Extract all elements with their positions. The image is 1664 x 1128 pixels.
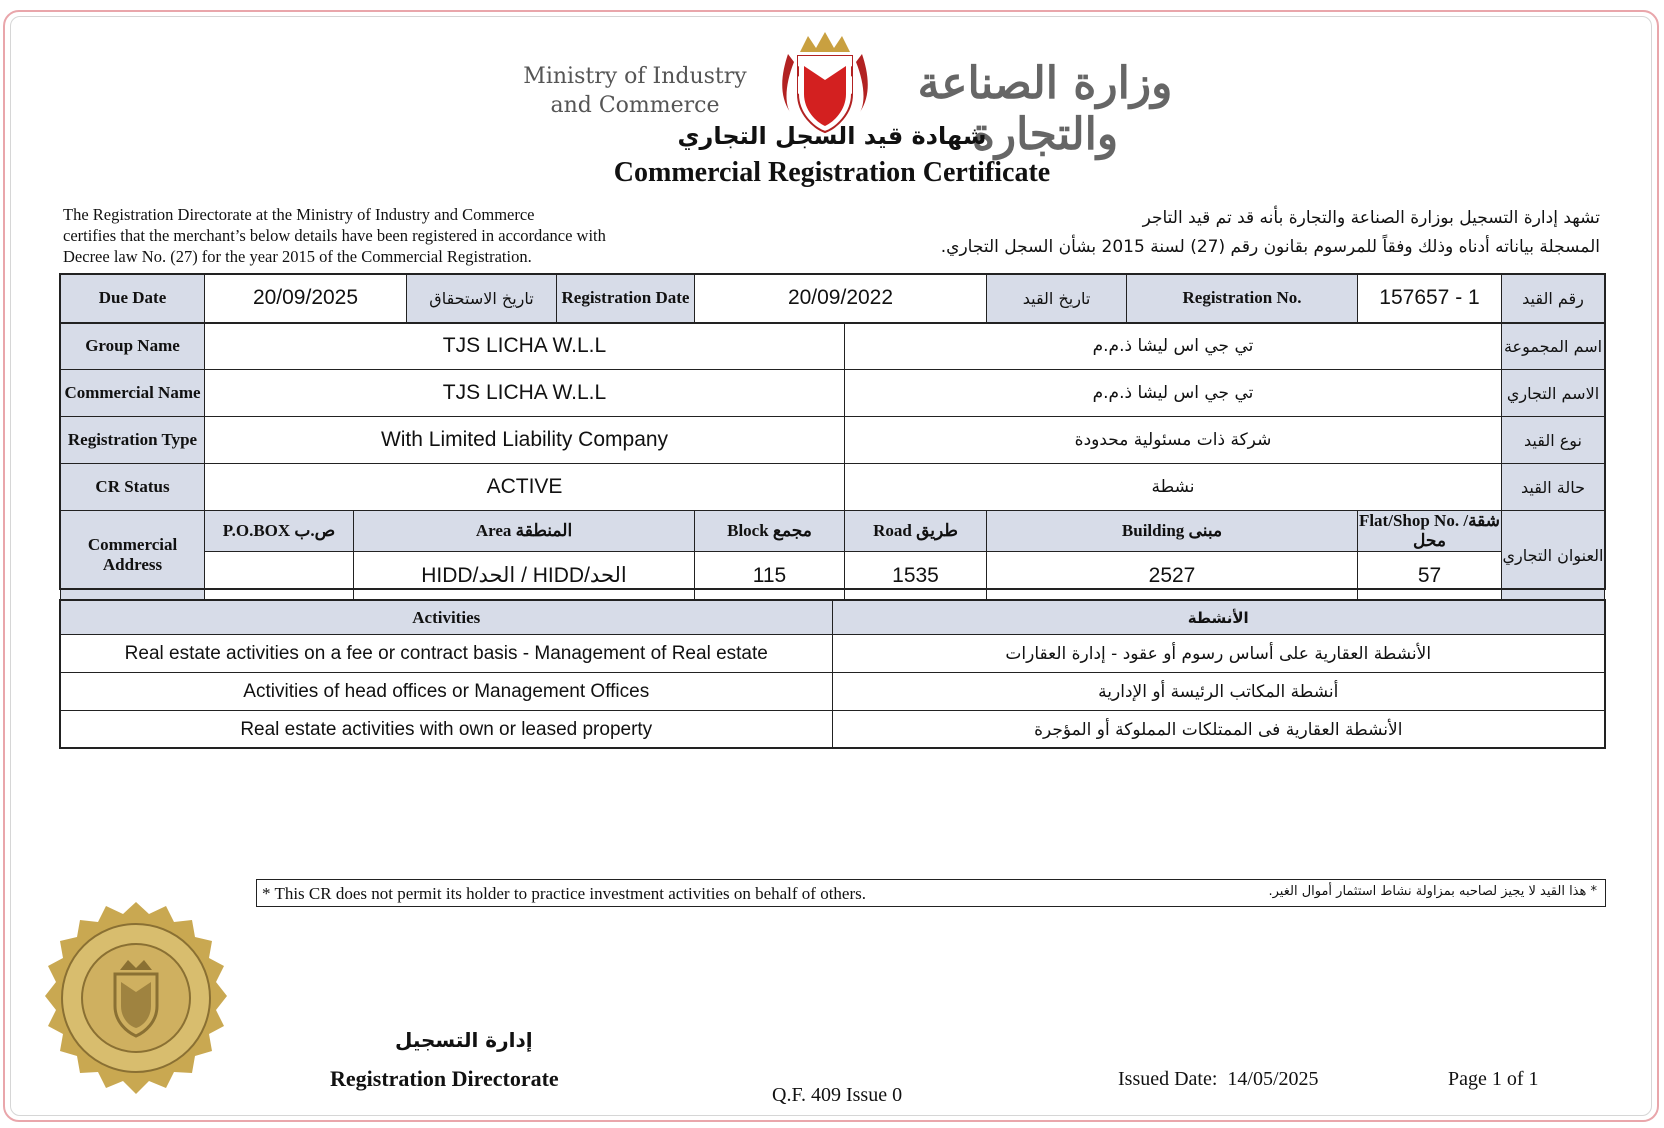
building-value: 2527 [987,552,1358,600]
due-date-label: Due Date [61,275,205,323]
registration-type-ar: شركة ذات مسئولية محدودة [845,417,1502,464]
directorate-name-ar: إدارة التسجيل [395,1028,533,1052]
certificate-title-en: Commercial Registration Certificate [613,157,1051,188]
intro-en-line3: Decree law No. (27) for the year 2015 of the Commercial Registration. [63,247,532,266]
pobox-value [205,552,354,600]
intro-text-en [63,204,723,267]
certificate-title-ar: شهادة قيد السجل التجاري [677,122,987,150]
activities-header-ar: الأنشطة [832,601,1605,635]
activity-ar: الأنشطة العقارية فى الممتلكات المملوكة أو المؤجرة [832,711,1605,749]
area-value: HIDD/الحد / HIDD/الحد [354,552,695,600]
commercial-address-label-ar: العنوان التجاري [1502,511,1605,600]
registration-date-label-ar: تاريخ القيد [987,275,1127,323]
activity-row [61,711,1605,749]
cr-status-label-ar: حالة القيد [1502,464,1605,511]
area-label: Area المنطقة [354,511,695,552]
activity-ar: الأنشطة العقارية على أساس رسوم أو عقود - إدارة العقارات [832,635,1605,673]
registration-date-value: 20/09/2022 [695,275,987,323]
intro-text-ar [840,204,1600,262]
group-name-ar: تي جي اس ليشا ذ.م.م [845,323,1502,370]
ministry-name-en-line1: Ministry of Industry [523,64,747,89]
ministry-name-en-line2: and Commerce [550,93,720,118]
investment-note-en: * This CR does not permit its holder to practice investment activities on behalf of others. [262,884,867,903]
investment-note-ar: * هذا القيد لا يجيز لصاحبه بمزاولة نشاط استثمار أموال الغير. [1268,884,1597,899]
ministry-name-ar: وزارة الصناعة والتجارة [917,58,1173,160]
registration-date-label: Registration Date [557,275,695,323]
commercial-name-en: TJS LICHA W.L.L [205,370,845,417]
registration-type-label: Registration Type [61,417,205,464]
directorate-name-en: Registration Directorate [330,1066,559,1091]
registration-no-label: Registration No. [1127,275,1358,323]
flat-label: Flat/Shop No. شقة/محل [1358,511,1501,550]
due-date-value: 20/09/2025 [205,275,407,323]
activities-header-en: Activities [61,601,833,635]
building-label: Building مبنى [987,511,1358,552]
group-name-en: TJS LICHA W.L.L [205,323,845,370]
activity-en: Real estate activities with own or leased property [61,711,833,749]
due-date-label-ar: تاريخ الاستحقاق [407,275,557,323]
group-name-label-ar: اسم المجموعة [1502,323,1605,370]
ministry-name-en [500,62,770,120]
group-name-label: Group Name [61,323,205,370]
activity-row [61,673,1605,711]
commercial-address-label: Commercial Address [61,511,205,600]
intro-en-line2: certifies that the merchant’s below details have been registered in accordance with [63,226,606,245]
registration-no-label-ar: رقم القيد [1502,275,1605,323]
road-label: Road طريق [845,511,987,552]
form-code: Q.F. 409 Issue 0 [772,1084,903,1106]
registration-details-table [60,274,1605,600]
commercial-name-label: Commercial Name [61,370,205,417]
block-value: 115 [695,552,845,600]
activity-en: Activities of head offices or Management Offices [61,673,833,711]
registration-type-en: With Limited Liability Company [205,417,845,464]
registration-no-value: 157657 - 1 [1358,275,1502,323]
pobox-label: P.O.BOX ص.ب [205,511,354,552]
ministry-seal-icon [35,900,237,1096]
intro-ar-line1: تشهد إدارة التسجيل بوزارة الصناعة والتجارة بأنه قد تم قيد التاجر [1142,208,1600,228]
activity-row [61,635,1605,673]
bahrain-emblem-icon [780,32,870,134]
block-label: Block مجمع [695,511,845,552]
activities-table [60,600,1605,749]
page-number: Page 1 of 1 [1448,1068,1539,1090]
cr-status-label: CR Status [61,464,205,511]
flat-value: 57 [1358,552,1502,600]
investment-note [256,879,1606,907]
road-value: 1535 [845,552,987,600]
activity-ar: أنشطة المكاتب الرئيسة أو الإدارية [832,673,1605,711]
activity-en: Real estate activities on a fee or contract basis - Management of Real estate [61,635,833,673]
intro-ar-line2: المسجلة بياناته أدناه وذلك وفقاً للمرسوم بقانون رقم (27) لسنة 2015 بشأن السجل التجاري. [940,237,1600,257]
registration-type-label-ar: نوع القيد [1502,417,1605,464]
cr-status-en: ACTIVE [205,464,845,511]
commercial-name-ar: تي جي اس ليشا ذ.م.م [845,370,1502,417]
issued-date: Issued Date: 14/05/2025 [1118,1068,1319,1090]
intro-en-line1: The Registration Directorate at the Ministry of Industry and Commerce [63,205,535,224]
commercial-name-label-ar: الاسم التجاري [1502,370,1605,417]
cr-status-ar: نشطة [845,464,1502,511]
